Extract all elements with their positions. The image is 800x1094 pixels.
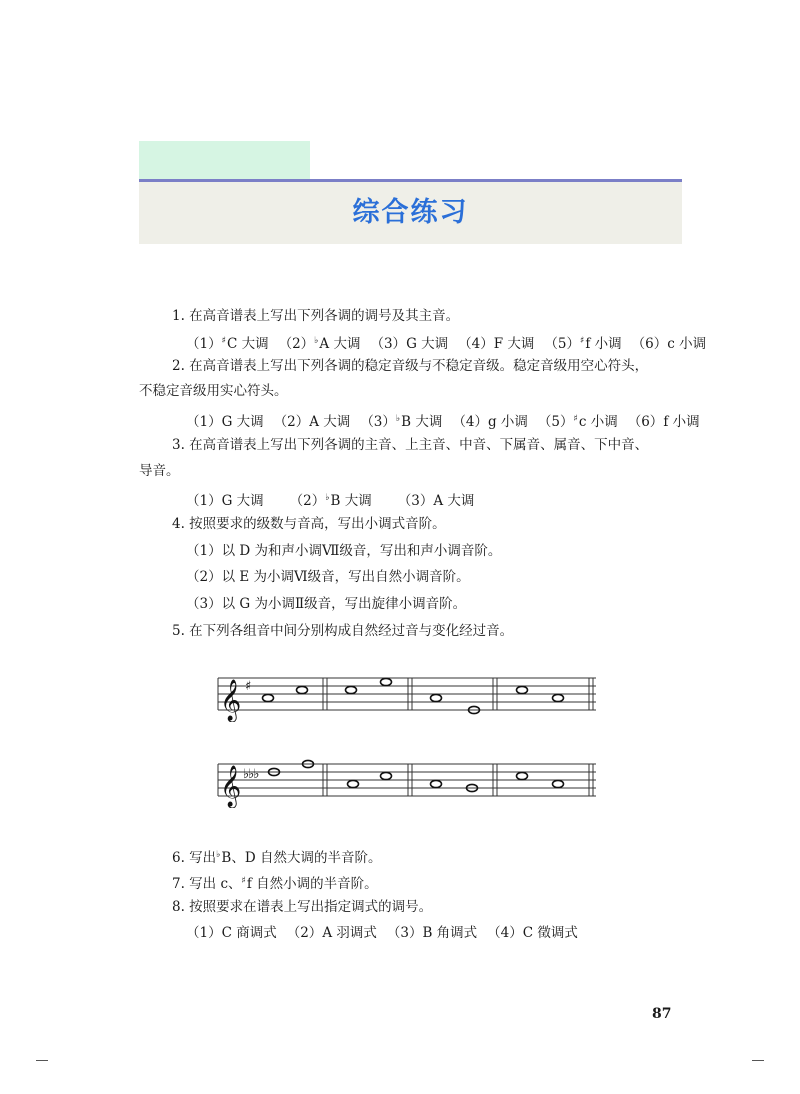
- treble-clef-icon: 𝄞: [220, 680, 242, 721]
- option-text: G 大调: [221, 414, 264, 430]
- exercise-8-options: [186, 924, 588, 942]
- exercise-4-sub-2: （2）以 E 为小调Ⅵ级音，写出自然小调音阶。: [186, 569, 470, 585]
- exercise-8: 8. 按照要求在谱表上写出指定调式的调号。: [172, 899, 433, 915]
- option-label: （2）: [289, 493, 326, 509]
- crop-mark-right: [752, 1060, 764, 1061]
- exercise-7-rest: f 自然小调的半音阶。: [246, 876, 378, 892]
- option-label: （3）: [370, 336, 407, 352]
- exercise-1: 1. 在高音谱表上写出下列各调的调号及其主音。: [172, 308, 460, 324]
- option-label: （2）: [278, 336, 315, 352]
- option-text: A 大调: [319, 336, 361, 352]
- whole-note: [517, 772, 528, 779]
- option-text: C 大调: [226, 336, 269, 352]
- crop-mark-left: [36, 1060, 48, 1061]
- exercise-8-option-4: [487, 925, 578, 941]
- sharp-sign: ♯: [580, 336, 585, 346]
- exercise-3-option-3: [398, 493, 475, 509]
- exercise-3-option-1: [186, 493, 264, 509]
- option-label: （5）: [544, 336, 580, 352]
- option-text: c 小调: [578, 414, 618, 430]
- music-staff-1: [210, 670, 600, 722]
- exercise-2-option-4: [452, 414, 528, 430]
- exercise-8-option-3: [387, 925, 477, 941]
- option-text: B 角调式: [422, 925, 478, 941]
- option-text: B 大调: [330, 493, 372, 509]
- exercise-1-option-5: [544, 336, 621, 352]
- whole-note: [297, 686, 308, 693]
- exercise-8-option-2: [287, 925, 377, 941]
- exercise-3-line-1: 3. 在高音谱表上写出下列各调的主音、上主音、中音、下属音、属音、下中音、: [172, 437, 649, 453]
- key-signature: ♯: [245, 679, 252, 694]
- option-text: f 小调: [585, 336, 622, 352]
- option-text: G 大调: [221, 493, 264, 509]
- option-label: （5）: [537, 414, 574, 430]
- option-label: （6）: [627, 414, 664, 430]
- option-label: （1）: [186, 336, 222, 352]
- exercise-2-option-1: [186, 414, 264, 430]
- option-label: （6）: [631, 336, 668, 352]
- exercise-2-line-1: 2. 在高音谱表上写出下列各调的稳定音级与不稳定音级。稳定音级用空心符头，: [172, 358, 649, 374]
- exercise-1-option-6: [632, 336, 706, 352]
- exercise-1-option-4: [458, 336, 534, 352]
- whole-note: [431, 780, 442, 787]
- whole-note: [431, 694, 442, 701]
- option-label: （2）: [273, 414, 310, 430]
- exercise-8-option-1: [186, 925, 277, 941]
- exercise-6-rest: B、D 自然大调的半音阶。: [221, 850, 382, 866]
- option-label: （2）: [286, 925, 323, 941]
- option-label: （3）: [386, 925, 423, 941]
- exercise-4: 4. 按照要求的级数与音高，写出小调式音阶。: [172, 516, 446, 532]
- sharp-sign: ♯: [221, 336, 226, 346]
- whole-note: [553, 694, 564, 701]
- whole-note: [553, 780, 564, 787]
- whole-note: [263, 694, 274, 701]
- exercise-7-prefix: 7. 写出 c、: [172, 876, 242, 892]
- option-label: （4）: [458, 336, 494, 352]
- option-text: f 小调: [663, 414, 700, 430]
- whole-note: [381, 772, 392, 779]
- exercise-5: 5. 在下列各组音中间分别构成自然经过音与变化经过音。: [172, 623, 514, 639]
- option-text: G 大调: [406, 336, 449, 352]
- exercise-2-option-6: [628, 414, 700, 430]
- option-label: （3）: [360, 414, 396, 430]
- section-title: 综合练习: [352, 197, 469, 228]
- flat-sign: ♭: [395, 414, 401, 424]
- whole-note: [348, 780, 359, 787]
- flat-sign: ♭: [314, 336, 319, 346]
- exercise-3-line-2: 导音。: [139, 463, 180, 479]
- exercise-1-option-1: [186, 336, 269, 352]
- exercise-4-sub-1: （1）以 D 为和声小调Ⅶ级音，写出和声小调音阶。: [186, 543, 502, 559]
- exercise-6-prefix: 6. 写出: [172, 850, 217, 866]
- flat-sign: ♭: [325, 493, 330, 503]
- sharp-sign: ♯: [573, 414, 578, 424]
- exercise-3-options: [186, 489, 500, 510]
- exercise-2-option-5: [538, 414, 618, 430]
- exercise-2-option-2: [274, 414, 351, 430]
- whole-notes: [269, 760, 564, 791]
- exercise-2-line-2: 不稳定音级用实心符头。: [139, 383, 288, 399]
- treble-clef-icon: 𝄞: [220, 766, 242, 807]
- option-text: C 徵调式: [522, 925, 578, 941]
- exercise-3-option-2: [290, 493, 372, 509]
- whole-note: [346, 686, 357, 693]
- flat-sign: ♭: [216, 850, 221, 860]
- option-text: A 羽调式: [322, 925, 377, 941]
- exercise-1-options: [186, 332, 716, 353]
- exercise-7: [172, 872, 378, 893]
- exercise-4-sub-3: （3）以 G 为小调Ⅱ级音，写出旋律小调音阶。: [186, 596, 467, 612]
- whole-note: [517, 686, 528, 693]
- option-label: （4）: [452, 414, 488, 430]
- option-text: c 小调: [667, 336, 707, 352]
- whole-note: [381, 678, 392, 685]
- option-label: （1）: [186, 414, 222, 430]
- staff-lines: [218, 678, 596, 710]
- exercise-2-options: [186, 410, 710, 431]
- exercise-1-option-3: [370, 336, 448, 352]
- music-staff-2: [210, 756, 600, 808]
- page-number: 87: [652, 1006, 672, 1022]
- exercise-6: [172, 846, 381, 867]
- option-label: （1）: [186, 493, 222, 509]
- option-text: g 小调: [487, 414, 528, 430]
- key-signature: ♭♭♭: [243, 767, 259, 782]
- option-label: （1）: [186, 925, 222, 941]
- exercise-1-option-2: [279, 336, 361, 352]
- option-text: F 大调: [493, 336, 535, 352]
- title-tab-block: [139, 141, 310, 179]
- option-text: B 大调: [401, 414, 443, 430]
- option-text: A 大调: [433, 493, 475, 509]
- sharp-sign: ♯: [241, 876, 246, 886]
- whole-notes: [263, 678, 564, 713]
- option-text: C 商调式: [221, 925, 277, 941]
- option-label: （4）: [487, 925, 523, 941]
- option-label: （3）: [397, 493, 434, 509]
- exercise-2-option-3: [360, 414, 442, 430]
- option-text: A 大调: [309, 414, 351, 430]
